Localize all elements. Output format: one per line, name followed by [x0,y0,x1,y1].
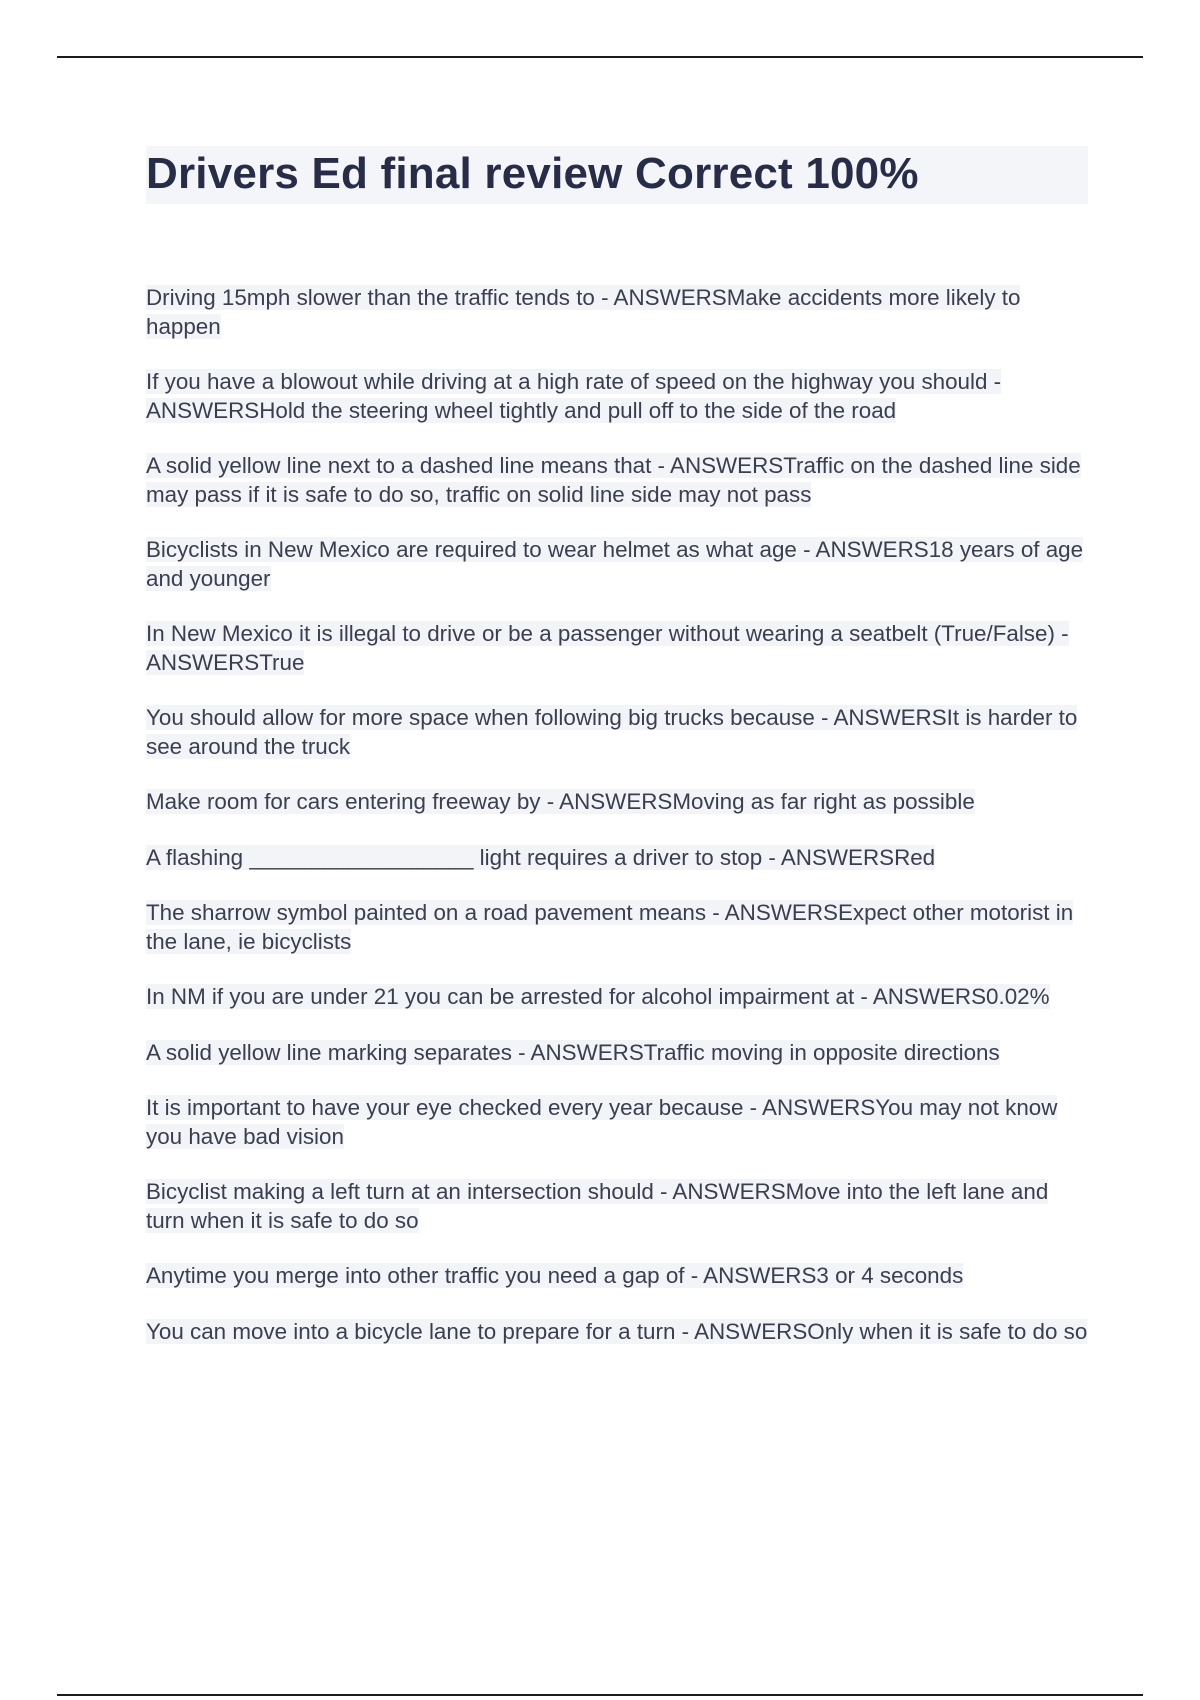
qa-item [146,1039,1088,1068]
qa-text: If you have a blowout while driving at a high rate of speed on the highway you should - ANSWERSHold the steering wheel tightly and pull off to the side of the road [146,369,1002,423]
qa-item [146,536,1088,593]
qa-item [146,452,1088,509]
document-title: Drivers Ed final review Correct 100% [146,149,919,198]
qa-list [146,284,1088,1346]
qa-item [146,284,1088,341]
qa-text: Driving 15mph slower than the traffic tends to - ANSWERSMake accidents more likely to happen [146,285,1021,339]
qa-text: Bicyclist making a left turn at an intersection should - ANSWERSMove into the left lane and turn when it is safe to do so [146,1179,1049,1233]
qa-item [146,899,1088,956]
qa-text: A solid yellow line next to a dashed line means that - ANSWERSTraffic on the dashed line side may pass if it is safe to do so, traffic on solid line side may not pass [146,453,1081,507]
qa-text: In New Mexico it is illegal to drive or be a passenger without wearing a seatbelt (True/False) - ANSWERSTrue [146,621,1069,675]
qa-item [146,620,1088,677]
qa-text: You should allow for more space when following big trucks because - ANSWERSIt is harder to see around the truck [146,705,1078,759]
qa-item [146,1318,1088,1347]
qa-item [146,1178,1088,1235]
qa-item [146,368,1088,425]
title-band [146,146,1088,204]
qa-text: Anytime you merge into other traffic you need a gap of - ANSWERS3 or 4 seconds [146,1263,964,1288]
document-body [146,146,1088,1373]
qa-text: A solid yellow line marking separates - ANSWERSTraffic moving in opposite directions [146,1039,1000,1065]
qa-item [146,1262,1088,1291]
qa-item [146,844,1088,873]
qa-text: Bicyclists in New Mexico are required to wear helmet as what age - ANSWERS18 years of age and younger [146,537,1084,591]
qa-item [146,1094,1088,1151]
qa-text: Make room for cars entering freeway by - ANSWERSMoving as far right as possible [146,789,975,814]
qa-text: In NM if you are under 21 you can be arrested for alcohol impairment at - ANSWERS0.02% [146,984,1050,1009]
bottom-rule [57,1694,1143,1696]
top-rule [57,56,1143,58]
qa-item [146,788,1088,817]
qa-text: A flashing __________________ light requires a driver to stop - ANSWERSRed [146,844,936,870]
qa-text: The sharrow symbol painted on a road pavement means - ANSWERSExpect other motorist in the lane, ie bicyclists [146,900,1074,954]
qa-text: You can move into a bicycle lane to prepare for a turn - ANSWERSOnly when it is safe to do so [146,1318,1088,1344]
qa-item [146,704,1088,761]
qa-text: It is important to have your eye checked every year because - ANSWERSYou may not know you have bad vision [146,1095,1058,1149]
qa-item [146,983,1088,1012]
